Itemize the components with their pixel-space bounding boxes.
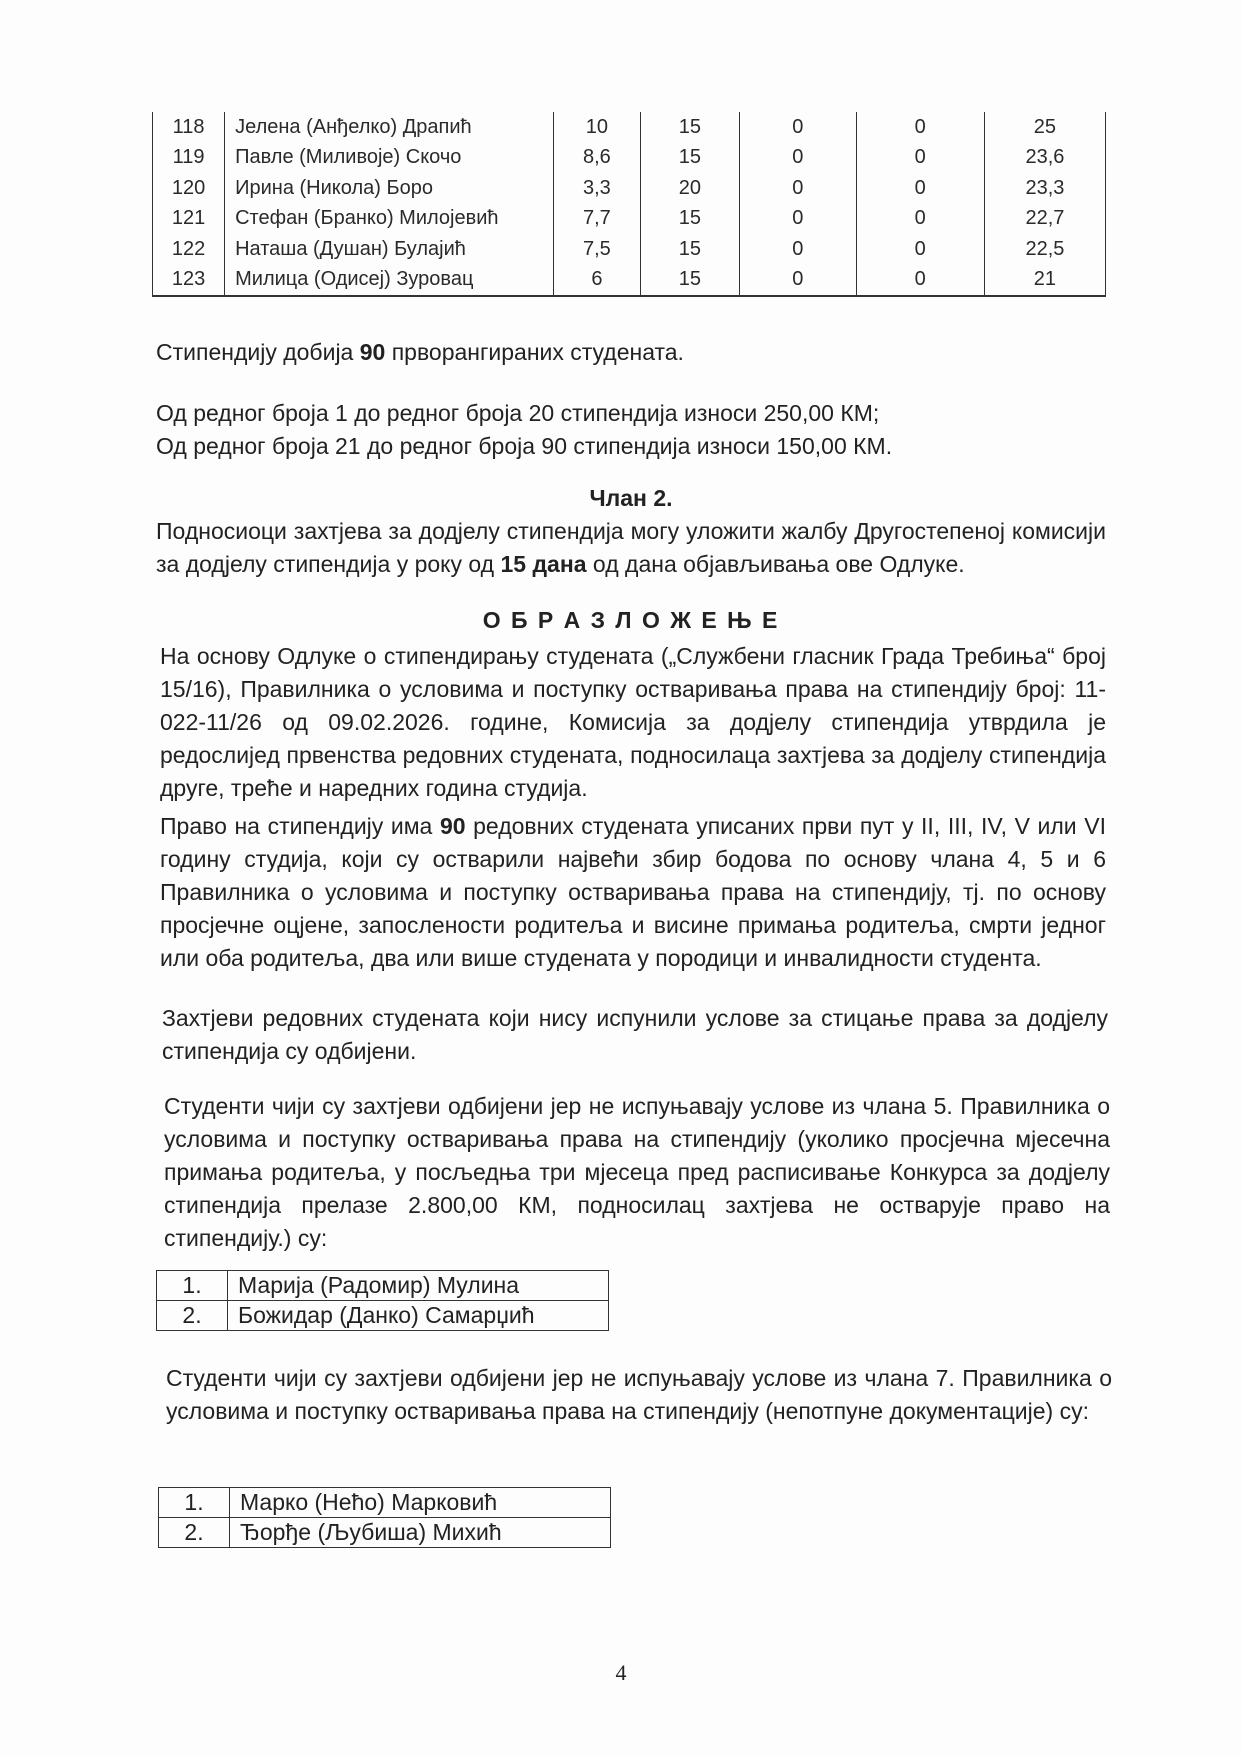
table-row	[153, 112, 1106, 143]
cell-no: 118	[153, 112, 225, 143]
text-fragment: Стипендију добија	[156, 339, 360, 365]
cell-b: 15	[640, 265, 739, 297]
cell-b: 15	[640, 143, 739, 174]
table-row	[153, 204, 1106, 235]
cell-a: 7,7	[554, 204, 641, 235]
explanation-para-2	[160, 810, 1106, 975]
cell-name: Ђорђе (Љубиша) Михић	[230, 1518, 611, 1548]
cell-d: 0	[856, 204, 984, 235]
cell-total: 25	[984, 112, 1105, 143]
text-fragment: редовних студената уписаних први пут у II, III, IV, V или VI годину студија, који су остварили највећи збир бодова по основу члана 4, 5 и 6 Правилника о условима и поступку остваривања права на стипендију, тј. по основу просјечне оцјене, запослености родитеља и висине примања родитеља, смрти једног или оба родитеља, два или више студената у породици и инвалидности студента.	[160, 813, 1106, 971]
amount-line-2: Од редног броја 21 до редног броја 90 стипендија износи 150,00 КМ.	[156, 433, 893, 459]
cell-no: 119	[153, 143, 225, 174]
table-row	[153, 265, 1106, 297]
cell-total: 23,3	[984, 173, 1105, 204]
cell-name: Божидар (Данко) Самарџић	[228, 1301, 609, 1331]
cell-name: Стефан (Бранко) Милојевић	[225, 204, 554, 235]
cell-name: Милица (Одисеј) Зуровац	[225, 265, 554, 297]
cell-no: 122	[153, 234, 225, 265]
table-row	[157, 1271, 609, 1301]
cell-d: 0	[856, 234, 984, 265]
explanation-para-3: Захтјеви редовних студената који нису испунили услове за стицање права за додјелу стипендија су одбијени.	[162, 1005, 1108, 1064]
cell-no: 120	[153, 173, 225, 204]
cell-c: 0	[739, 265, 856, 297]
explanation-para-5: Студенти чији су захтјеви одбијени јер не испуњавају услове из члана 7. Правилника о условима и поступку остваривања права на стипендију (непотпуне документације) су:	[166, 1365, 1112, 1424]
page-number: 4	[615, 1660, 627, 1685]
appeal-deadline: 15 дана	[500, 551, 587, 577]
cell-no: 121	[153, 204, 225, 235]
cell-c: 0	[739, 234, 856, 265]
rejected-income-table	[156, 1270, 609, 1331]
cell-b: 15	[640, 112, 739, 143]
cell-a: 8,6	[554, 143, 641, 174]
text-fragment: од дана објављивања ове Одлуке.	[586, 551, 965, 577]
text-fragment: прворангираних студената.	[385, 339, 684, 365]
cell-no: 2.	[157, 1301, 228, 1331]
cell-name: Јелена (Анђелко) Драпић	[225, 112, 554, 143]
cell-b: 20	[640, 173, 739, 204]
cell-d: 0	[856, 265, 984, 297]
cell-no: 1.	[157, 1271, 228, 1301]
cell-name: Наташа (Душан) Булајић	[225, 234, 554, 265]
cell-no: 1.	[159, 1488, 230, 1518]
cell-c: 0	[739, 112, 856, 143]
explanation-para-1: На основу Одлуке о стипендирању студената („Службени гласник Града Требиња“ број 15/16), Правилника о условима и поступку остваривања права на стипендију број: 11-022-11/26 од 09.02.2026. године, Комисија за додјелу стипендија утврдила је редослијед првенства редовних студената, подносилаца захтјева за додјелу стипендија друге, треће и наредних година студија.	[160, 643, 1106, 801]
cell-name: Павле (Миливоје) Скочо	[225, 143, 554, 174]
cell-total: 21	[984, 265, 1105, 297]
cell-d: 0	[856, 143, 984, 174]
table-row	[153, 143, 1106, 174]
rejected-docs-table	[158, 1487, 611, 1548]
explanation-para-4: Студенти чији су захтјеви одбијени јер не испуњавају услове из члана 5. Правилника о условима и поступку остваривања права на стипендију (уколико просјечна мјесечна примања родитеља, у посљедња три мјесеца пред расписивање Конкурса за додјелу стипендија прелазе 2.800,00 КМ, подносилац захтјева не остварује право на стипендију.) су:	[164, 1093, 1110, 1251]
cell-name: Марко (Нећо) Марковић	[230, 1488, 611, 1518]
cell-no: 2.	[159, 1518, 230, 1548]
cell-b: 15	[640, 204, 739, 235]
cell-c: 0	[739, 143, 856, 174]
text-fragment: Подносиоци захтјева за додјелу стипендија могу уложити жалбу Другостепеној комисији за додјелу стипендија у року од	[156, 518, 1106, 577]
explanation-heading: О Б Р А З Л О Ж Е Њ Е	[482, 607, 780, 633]
table-row	[159, 1488, 611, 1518]
cell-name: Марија (Радомир) Мулина	[228, 1271, 609, 1301]
cell-c: 0	[739, 204, 856, 235]
cell-c: 0	[739, 173, 856, 204]
article-2-text	[156, 515, 1106, 581]
text-fragment: Право на стипендију има	[160, 813, 440, 839]
cell-name: Ирина (Никола) Боро	[225, 173, 554, 204]
table-row	[153, 173, 1106, 204]
amount-line-1: Од редног броја 1 до редног броја 20 стипендија износи 250,00 КМ;	[156, 400, 880, 426]
cell-a: 3,3	[554, 173, 641, 204]
table-row	[153, 234, 1106, 265]
table-row	[159, 1518, 611, 1548]
cell-total: 23,6	[984, 143, 1105, 174]
cell-d: 0	[856, 112, 984, 143]
eligible-count: 90	[439, 813, 466, 839]
cell-total: 22,7	[984, 204, 1105, 235]
cell-a: 10	[554, 112, 641, 143]
cell-d: 0	[856, 173, 984, 204]
cell-no: 123	[153, 265, 225, 297]
scholarship-count-line	[156, 336, 1056, 369]
cell-total: 22,5	[984, 234, 1105, 265]
cell-a: 6	[554, 265, 641, 297]
article-2-heading: Члан 2.	[589, 485, 673, 511]
cell-b: 15	[640, 234, 739, 265]
table-row	[157, 1301, 609, 1331]
scholarship-count: 90	[359, 339, 386, 365]
cell-a: 7,5	[554, 234, 641, 265]
ranking-table	[152, 112, 1106, 297]
